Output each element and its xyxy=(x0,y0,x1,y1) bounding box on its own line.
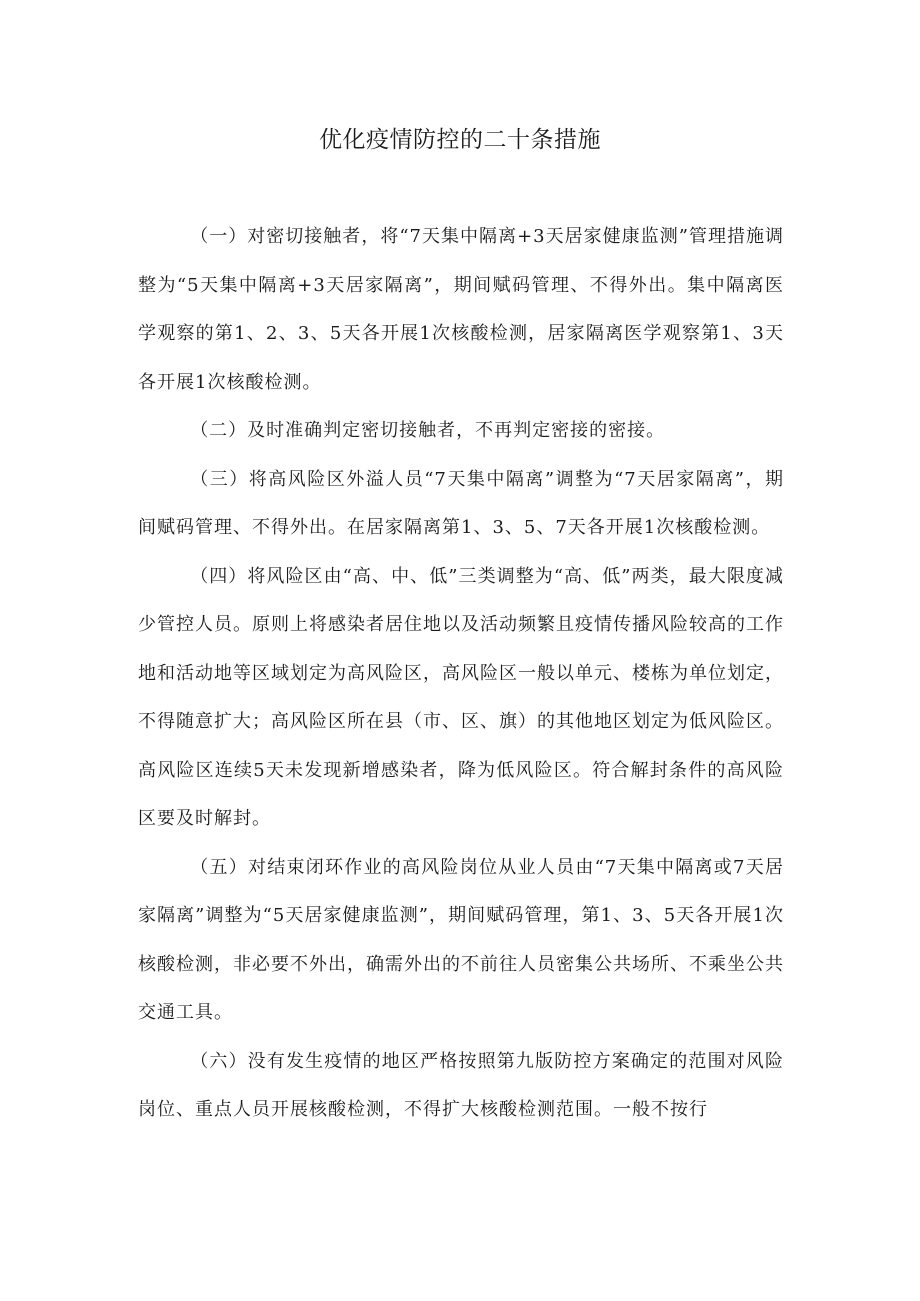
paragraph-2: （二）及时准确判定密切接触者，不再判定密接的密接。 xyxy=(190,420,666,441)
paragraph-6: （六）没有发生疫情的地区严格按照第九版防控方案确定的范围对风险岗位、重点人员开展核酸检测，不得扩大核酸检测范围。一般不按行 xyxy=(138,1050,784,1120)
document-title: 优化疫情防控的二十条措施 xyxy=(319,127,601,153)
paragraph-4: （四）将风险区由“高、中、低”三类调整为“高、低”两类，最大限度减少管控人员。原则上将感染者居住地以及活动频繁且疫情传播风险较高的工作地和活动地等区域划定为高风险区，高风险区一般以单元、楼栋为单位划定，不得随意扩大；高风险区所在县（市、区、旗）的其他地区划定为低风险区。高风险区连续5天未发现新增感染者，降为低风险区。符合解封条件的高风险区要及时解封。 xyxy=(138,565,784,829)
paragraph-3: （三）将高风险区外溢人员“7天集中隔离”调整为“7天居家隔离”，期间赋码管理、不得外出。在居家隔离第1、3、5、7天各开展1次核酸检测。 xyxy=(138,468,784,538)
paragraph-1: （一）对密切接触者，将“7天集中隔离+3天居家健康监测”管理措施调整为“5天集中隔离+3天居家隔离”，期间赋码管理、不得外出。集中隔离医学观察的第1、2、3、5天各开展1次核酸检测，居家隔离医学观察第1、3天各开展1次核酸检测。 xyxy=(138,226,784,393)
document-body xyxy=(138,213,784,1135)
paragraph-5: （五）对结束闭环作业的高风险岗位从业人员由“7天集中隔离或7天居家隔离”调整为“5天居家健康监测”，期间赋码管理，第1、3、5天各开展1次核酸检测，非必要不外出，确需外出的不前往人员密集公共场所、不乘坐公共交通工具。 xyxy=(138,856,784,1023)
